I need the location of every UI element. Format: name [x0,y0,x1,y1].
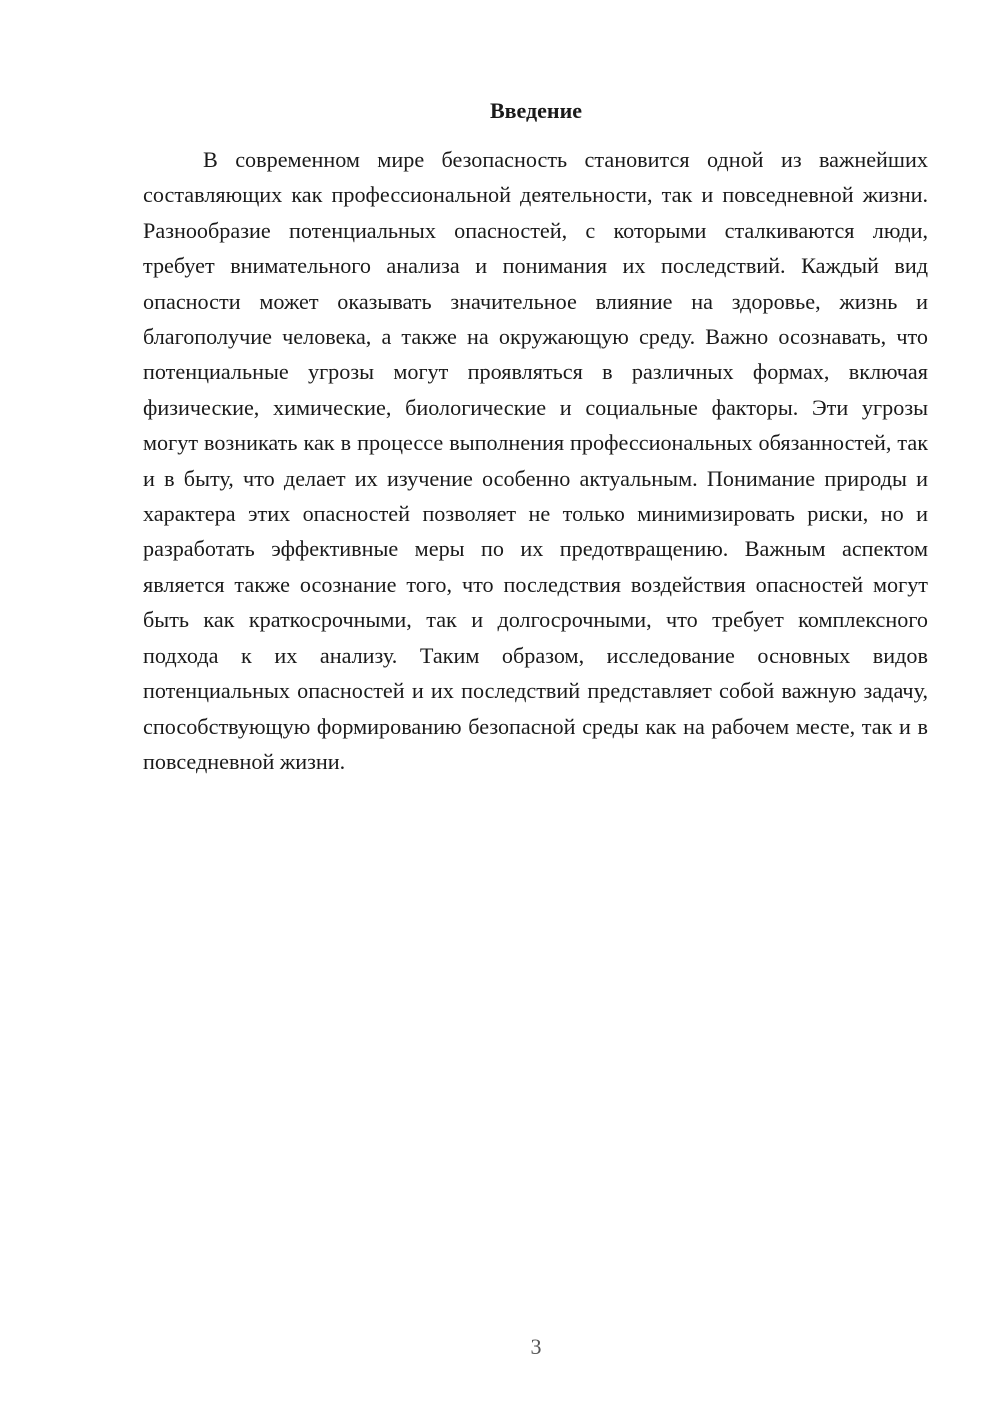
body-paragraph: В современном мире безопасность становится одной из важнейших составляющих как профессиональной деятельности, так и повседневной жизни. Разнообразие потенциальных опасностей, с которыми сталкиваются люди, требует внимательного анализа и понимания их последствий. Каждый вид опасности может оказывать значительное влияние на здоровье, жизнь и благополучие человека, а также на окружающую среду. Важно осознавать, что потенциальные угрозы могут проявляться в различных формах, включая физические, химические, биологические и социальные факторы. Эти угрозы могут возникать как в процессе выполнения профессиональных обязанностей, так и в быту, что делает их изучение особенно актуальным. Понимание природы и характера этих опасностей позволяет не только минимизировать риски, но и разработать эффективные меры по их предотвращению. Важным аспектом является также осознание того, что последствия воздействия опасностей могут быть как краткосрочными, так и долгосрочными, что требует комплексного подхода к их анализу. Таким образом, исследование основных видов потенциальных опасностей и их последствий представляет собой важную задачу, способствующую формированию безопасной среды как на рабочем месте, так и в повседневной жизни. [143,147,928,774]
page-number: 3 [530,1334,542,1359]
section-heading: Введение [489,98,583,123]
